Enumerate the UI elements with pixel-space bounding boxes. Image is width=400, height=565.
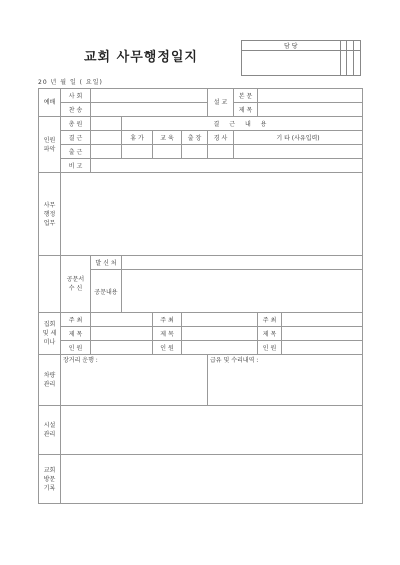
page-title: 교회 사무행정일지 [84, 50, 198, 65]
worship-label: 예배 [39, 89, 61, 117]
meeting-row-label: 인 원 [153, 341, 182, 355]
visits-label: 교회 방문 기록 [39, 455, 61, 504]
admin-label: 사무 행정 업무 [39, 173, 61, 256]
attendance-row-label: 출 근 [61, 145, 91, 159]
absence-event-field[interactable] [208, 145, 234, 159]
worship-hymn-field[interactable] [91, 103, 208, 117]
attendance-label: 인원 파악 [39, 117, 61, 173]
meeting3-title-field[interactable] [282, 327, 363, 341]
attendance-absent-field[interactable] [91, 131, 122, 145]
sermon-text-field[interactable] [258, 89, 363, 103]
vehicle-fuel-field[interactable]: 급유 및 수리내역 : [208, 355, 363, 406]
worship-host-field[interactable] [91, 89, 208, 103]
documents-row-label: 발 신 처 [91, 256, 122, 270]
vehicle-label: 차량 관리 [39, 355, 61, 406]
journal-form [38, 88, 363, 504]
admin-work-field[interactable] [61, 173, 363, 256]
absence-column-header: 기 타 (사유입력) [234, 131, 363, 145]
facility-label: 시설 관리 [39, 406, 61, 455]
attendance-present-field[interactable] [91, 145, 122, 159]
absence-header: 결 근 내 용 [122, 117, 363, 131]
attendance-row-label: 총 원 [61, 117, 91, 131]
meeting3-count-field[interactable] [282, 341, 363, 355]
meetings-label: 집회 및 세미나 [39, 313, 61, 355]
meeting2-host-field[interactable] [182, 313, 258, 327]
absence-vacation-field[interactable] [122, 145, 153, 159]
approval-sign-cell[interactable] [340, 51, 347, 76]
documents-content-field[interactable] [122, 270, 363, 313]
meeting-row-label: 주 최 [258, 313, 282, 327]
absence-column-header: 경 사 [208, 131, 234, 145]
absence-education-field[interactable] [153, 145, 182, 159]
meeting-row-label: 인 원 [61, 341, 91, 355]
sermon-label: 설 교 [208, 89, 234, 117]
facility-field[interactable] [61, 406, 363, 455]
approval-label: 담 당 [242, 41, 341, 51]
documents-sender-field[interactable] [122, 256, 363, 270]
meeting-row-label: 인 원 [258, 341, 282, 355]
sermon-row-label: 제 목 [234, 103, 258, 117]
meeting-row-label: 제 목 [258, 327, 282, 341]
meeting1-host-field[interactable] [91, 313, 153, 327]
absence-column-header: 출 장 [182, 131, 208, 145]
sermon-title-field[interactable] [258, 103, 363, 117]
date-line: 20 년 월 일 ( 요일) [38, 79, 103, 86]
worship-row-label: 사 회 [61, 89, 91, 103]
documents-row-label: 공문내용 [91, 270, 122, 313]
sermon-row-label: 본 문 [234, 89, 258, 103]
approval-sign-cell[interactable] [242, 51, 341, 76]
meeting-row-label: 주 최 [153, 313, 182, 327]
approval-box [241, 40, 361, 76]
documents-label-spacer [39, 256, 61, 313]
meeting2-title-field[interactable] [182, 327, 258, 341]
visits-field[interactable] [61, 455, 363, 504]
approval-sign-cell[interactable] [354, 51, 361, 76]
meeting-row-label: 주 최 [61, 313, 91, 327]
meeting3-host-field[interactable] [282, 313, 363, 327]
vehicle-mileage-field[interactable]: 장거리 운행 : [61, 355, 208, 406]
absence-column-header: 휴 가 [122, 131, 153, 145]
worship-row-label: 찬 송 [61, 103, 91, 117]
absence-column-header: 교 육 [153, 131, 182, 145]
attendance-row-label: 비 고 [61, 159, 91, 173]
absence-trip-field[interactable] [182, 145, 208, 159]
approval-sign-cell[interactable] [347, 51, 354, 76]
attendance-row-label: 결 근 [61, 131, 91, 145]
meeting-row-label: 제 목 [153, 327, 182, 341]
approval-cell[interactable] [347, 41, 354, 51]
meeting1-count-field[interactable] [91, 341, 153, 355]
documents-label: 공문서 수 신 [61, 256, 91, 313]
approval-cell[interactable] [340, 41, 347, 51]
approval-cell[interactable] [354, 41, 361, 51]
attendance-note-field[interactable] [91, 159, 363, 173]
absence-other-field[interactable] [234, 145, 363, 159]
meeting1-title-field[interactable] [91, 327, 153, 341]
attendance-total-field[interactable] [91, 117, 122, 131]
meeting2-count-field[interactable] [182, 341, 258, 355]
meeting-row-label: 제 목 [61, 327, 91, 341]
